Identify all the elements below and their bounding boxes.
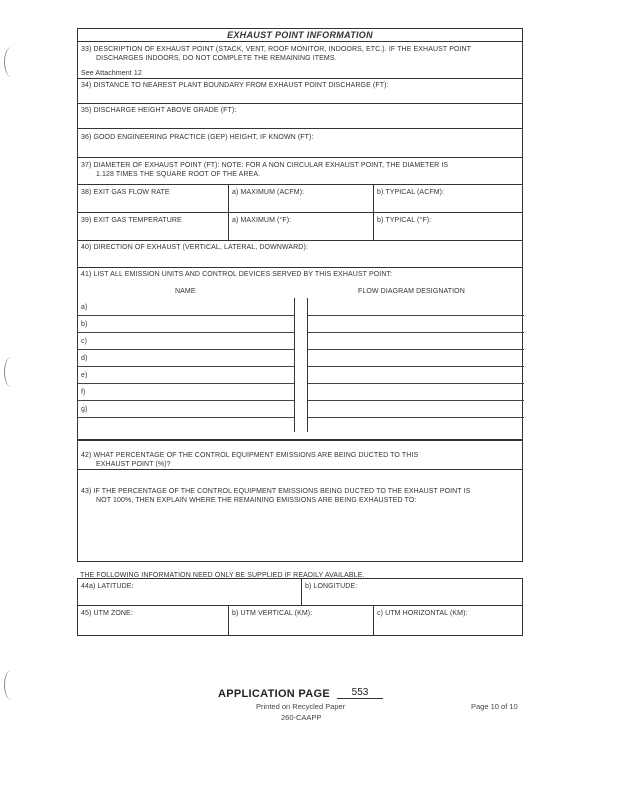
q37-row bbox=[77, 158, 523, 185]
q37-label-cont: 1.128 TIMES THE SQUARE ROOT OF THE AREA. bbox=[96, 171, 261, 178]
q45c-cell[interactable] bbox=[373, 606, 468, 635]
q41-flow-column bbox=[307, 298, 525, 432]
q41-label: 41) LIST ALL EMISSION UNITS AND CONTROL DEVICES SERVED BY THIS EXHAUST POINT: bbox=[81, 271, 393, 278]
q39b-label: b) TYPICAL (°F): bbox=[377, 217, 432, 224]
form-code: 260-CAAPP bbox=[281, 713, 322, 722]
q44b-cell[interactable] bbox=[301, 579, 358, 605]
q42-label-cont: EXHAUST POINT (%)? bbox=[96, 461, 171, 468]
q41-col-name: NAME bbox=[175, 288, 196, 295]
q34-row bbox=[77, 79, 523, 104]
q44b-label: b) LONGITUDE: bbox=[305, 583, 358, 590]
q39-row bbox=[77, 213, 523, 241]
q33-label-cont: DISCHARGES INDOORS, DO NOT COMPLETE THE REMAINING ITEMS. bbox=[96, 55, 337, 62]
q38-row bbox=[77, 185, 523, 213]
recycled-paper-note: Printed on Recycled Paper bbox=[256, 702, 346, 711]
q36-label: 36) GOOD ENGINEERING PRACTICE (GEP) HEIGHT, IF KNOWN (FT): bbox=[81, 134, 314, 141]
q39-label: 39) EXIT GAS TEMPERATURE bbox=[81, 217, 182, 224]
q33-answer[interactable]: See Attachment 12 bbox=[81, 70, 142, 77]
q43-row bbox=[77, 470, 523, 562]
q35-label: 35) DISCHARGE HEIGHT ABOVE GRADE (FT): bbox=[81, 107, 237, 114]
q35-row bbox=[77, 104, 523, 129]
form-title: EXHAUST POINT INFORMATION bbox=[227, 30, 373, 40]
q41-name-column bbox=[78, 298, 295, 432]
q38b-cell[interactable] bbox=[373, 185, 445, 212]
q41-name-field[interactable] bbox=[78, 349, 294, 350]
q41-item-label: a) bbox=[81, 304, 88, 311]
q39b-cell[interactable] bbox=[373, 213, 432, 240]
application-page-number: 553 bbox=[337, 687, 383, 699]
q38b-label: b) TYPICAL (ACFM): bbox=[377, 189, 445, 196]
q40-row bbox=[77, 241, 523, 268]
q41-item-label: g) bbox=[81, 406, 88, 413]
application-page-label: APPLICATION PAGE bbox=[218, 688, 330, 700]
q42-row bbox=[77, 440, 523, 470]
q41-col-flow: FLOW DIAGRAM DESIGNATION bbox=[358, 288, 465, 295]
q45b-cell[interactable] bbox=[228, 606, 313, 635]
q44-row bbox=[77, 578, 523, 606]
q41-flow-field[interactable] bbox=[307, 417, 524, 418]
binder-hole bbox=[4, 670, 19, 700]
q41-flow-field[interactable] bbox=[307, 332, 524, 333]
q40-label: 40) DIRECTION OF EXHAUST (VERTICAL, LATERAL, DOWNWARD): bbox=[81, 244, 308, 251]
exhaust-point-form bbox=[77, 28, 525, 640]
q45c-label: c) UTM HORIZONTAL (KM): bbox=[377, 610, 468, 617]
q39a-label: a) MAXIMUM (°F): bbox=[232, 217, 292, 224]
q33-label: 33) DESCRIPTION OF EXHAUST POINT (STACK, VENT, ROOF MONITOR, INDOORS, ETC.). IF THE EXHAUST POINT bbox=[81, 46, 472, 53]
q45b-label: b) UTM VERTICAL (KM): bbox=[232, 610, 313, 617]
q41-flow-field[interactable] bbox=[307, 349, 524, 350]
supplied-note: THE FOLLOWING INFORMATION NEED ONLY BE SUPPLIED IF READILY AVAILABLE. bbox=[80, 572, 365, 579]
q38-label: 38) EXIT GAS FLOW RATE bbox=[81, 189, 170, 196]
q41-name-field[interactable] bbox=[78, 383, 294, 384]
q41-item-label: b) bbox=[81, 321, 88, 328]
q41-row bbox=[77, 268, 523, 440]
q41-item-label: d) bbox=[81, 355, 88, 362]
q41-flow-field[interactable] bbox=[307, 400, 524, 401]
q43-label: 43) IF THE PERCENTAGE OF THE CONTROL EQUIPMENT EMISSIONS BEING DUCTED TO THE EXHAUST POINT IS bbox=[81, 488, 471, 495]
q36-row bbox=[77, 129, 523, 158]
q34-label: 34) DISTANCE TO NEAREST PLANT BOUNDARY FROM EXHAUST POINT DISCHARGE (FT): bbox=[81, 82, 389, 89]
page-of-label: Page 10 of 10 bbox=[471, 702, 518, 711]
q38a-label: a) MAXIMUM (ACFM): bbox=[232, 189, 305, 196]
q38a-cell[interactable] bbox=[228, 185, 305, 212]
binder-hole bbox=[4, 357, 19, 387]
q41-name-field[interactable] bbox=[78, 332, 294, 333]
q42-label: 42) WHAT PERCENTAGE OF THE CONTROL EQUIPMENT EMISSIONS ARE BEING DUCTED TO THIS bbox=[81, 452, 419, 459]
q45-row bbox=[77, 606, 523, 636]
q39a-cell[interactable] bbox=[228, 213, 292, 240]
q43-label-cont: NOT 100%, THEN EXPLAIN WHERE THE REMAINING EMISSIONS ARE BEING EXHAUSTED TO: bbox=[96, 497, 417, 504]
q37-label: 37) DIAMETER OF EXHAUST POINT (FT): NOTE: FOR A NON CIRCULAR EXHAUST POINT, THE DIAMETER IS bbox=[81, 162, 449, 169]
binder-hole bbox=[4, 47, 19, 77]
q45a-label[interactable]: 45) UTM ZONE: bbox=[81, 610, 133, 617]
q41-flow-field[interactable] bbox=[307, 366, 524, 367]
q41-item-label: e) bbox=[81, 372, 88, 379]
form-title-row bbox=[77, 28, 523, 42]
q41-name-field[interactable] bbox=[78, 366, 294, 367]
q33-row bbox=[77, 42, 523, 79]
q44a-label[interactable]: 44a) LATITUDE: bbox=[81, 583, 134, 590]
q41-name-field[interactable] bbox=[78, 400, 294, 401]
q41-item-label: f) bbox=[81, 389, 86, 396]
q41-flow-field[interactable] bbox=[307, 315, 524, 316]
q41-name-field[interactable] bbox=[78, 315, 294, 316]
q41-name-field[interactable] bbox=[78, 417, 294, 418]
q41-flow-field[interactable] bbox=[307, 383, 524, 384]
q41-item-label: c) bbox=[81, 338, 88, 345]
